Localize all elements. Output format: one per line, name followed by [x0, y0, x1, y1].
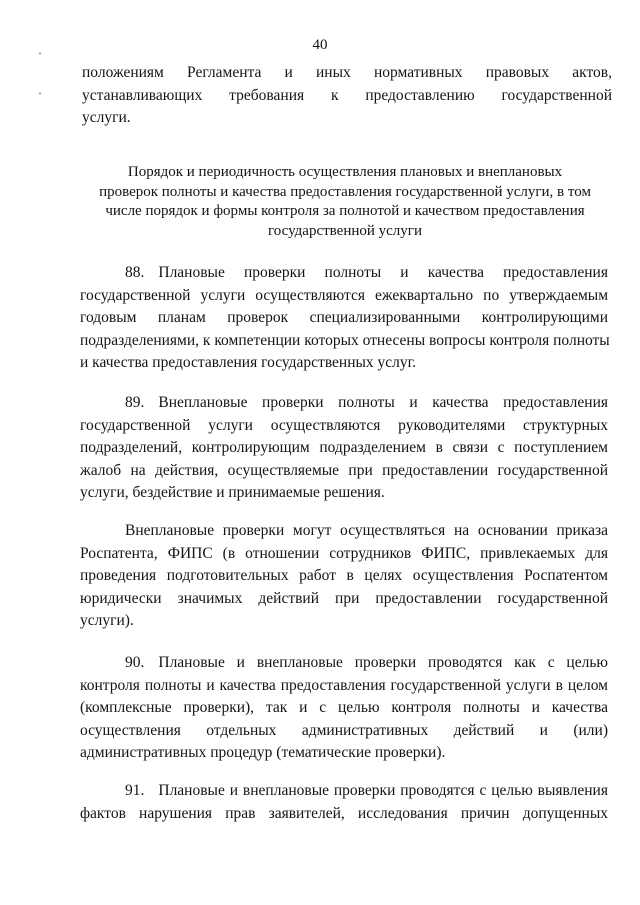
scan-mark: ·	[38, 86, 42, 100]
heading-line: Порядок и периодичность осуществления плановых и внеплановых	[127, 164, 563, 180]
text-line: устанавливающих требования к предоставлению государственной	[82, 86, 612, 104]
text-line: услуги, бездействие и принимаемые решения.	[80, 484, 385, 502]
text-line: услуги.	[82, 109, 131, 127]
scan-mark: ·	[38, 46, 42, 60]
text-line: осуществления отдельных административных действий и (или)	[80, 721, 608, 739]
text-line: государственной услуги осуществляются руководителями структурных	[80, 416, 608, 434]
text-line: контроля полноты и качества предоставления государственной услуги в целом	[80, 676, 608, 694]
heading-line: числе порядок и формы контроля за полнотой и качеством предоставления	[105, 203, 585, 219]
paragraph-89-unplanned	[80, 520, 608, 633]
text-line: услуги).	[80, 612, 134, 630]
text-line: подразделениями, к компетенции которых отнесены вопросы контроля полноты	[80, 331, 610, 349]
text-line: проведения подготовительных работ в целях осуществления Роспатентом	[80, 567, 608, 585]
text-line: Роспатента, ФИПС (в отношении сотрудников ФИПС, привлекаемых для	[80, 544, 608, 562]
paragraph-number: 89.	[125, 394, 145, 411]
paragraph-number: 91.	[125, 782, 145, 799]
paragraph-number: 88.	[125, 264, 145, 281]
paragraph-91	[80, 780, 608, 825]
text-line: государственной услуги осуществляются ежеквартально по утверждаемым	[80, 286, 608, 304]
intro-paragraph	[82, 62, 612, 130]
text-line: положениям Регламента и иных нормативных правовых актов,	[82, 64, 612, 81]
text-line: Плановые и внеплановые проверки проводятся как с целью	[158, 654, 608, 671]
text-line: Внеплановые проверки могут осуществляться на основании приказа	[125, 522, 608, 539]
text-line: фактов нарушения прав заявителей, исследования причин допущенных	[80, 804, 608, 822]
text-line: Плановые и внеплановые проверки проводятся с целью выявления	[158, 782, 608, 799]
text-line: юридически значимых действий при предоставлении государственной	[80, 589, 608, 607]
heading-line: государственной услуги	[268, 222, 422, 239]
text-line: подразделений, контролирующим подразделением в связи с поступлением	[80, 439, 608, 457]
text-line: (комплексные проверки), так и с целью контроля полноты и качества	[80, 699, 608, 717]
text-line: и качества предоставления государственных услуг.	[80, 354, 417, 372]
page-number: 40	[312, 37, 328, 53]
text-line: административных процедур (тематические проверки).	[80, 744, 446, 762]
text-line: Плановые проверки полноты и качества предоставления	[158, 264, 608, 281]
text-line: годовым планам проверок специализированными контролирующими	[80, 309, 608, 327]
section-heading	[90, 163, 600, 241]
text-line: жалоб на действия, осуществляемые при предоставлении государственной	[80, 461, 608, 479]
paragraph-88	[80, 262, 608, 375]
paragraph-90	[80, 652, 608, 765]
text-line: Внеплановые проверки полноты и качества предоставления	[158, 394, 608, 411]
paragraph-number: 90.	[125, 654, 145, 671]
paragraph-89	[80, 392, 608, 505]
heading-line: проверок полноты и качества предоставления государственной услуги, в том	[99, 183, 591, 200]
